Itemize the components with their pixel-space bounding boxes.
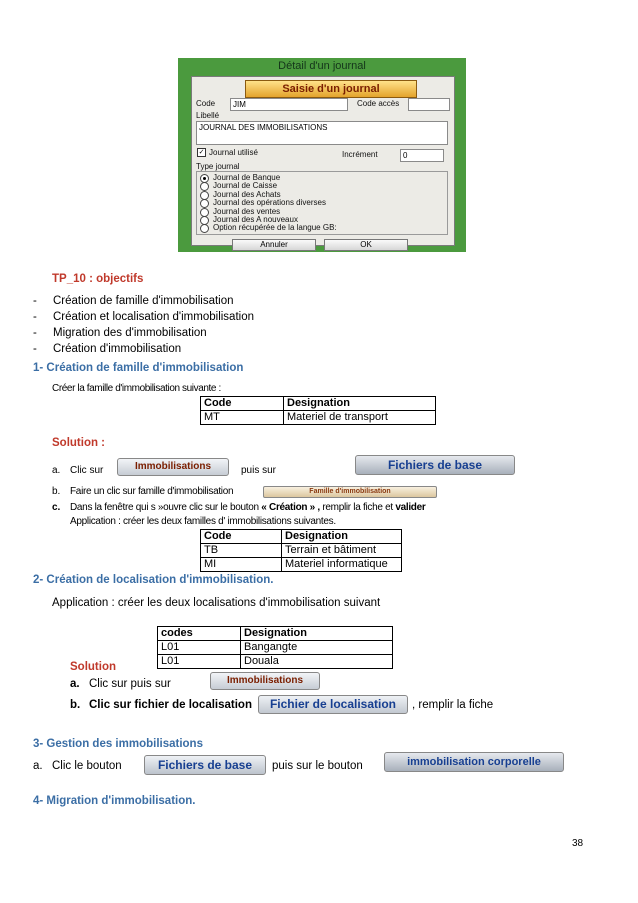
table-row: MT Materiel de transport bbox=[201, 411, 436, 425]
table-header: Designation bbox=[284, 397, 436, 411]
journal-dialog-screenshot bbox=[178, 58, 466, 252]
objective-item: - Migration des d'immobilisation bbox=[33, 327, 207, 339]
fichiers-de-base-button-image-2: Fichiers de base bbox=[144, 755, 266, 775]
step-2a-text: Clic sur puis sur bbox=[89, 678, 171, 690]
step-a-text: Clic sur bbox=[70, 465, 104, 476]
table-row: MI Materiel informatique bbox=[201, 558, 402, 572]
section-1-intro: Créer la famille d'immobilisation suivante : bbox=[52, 383, 221, 394]
fichiers-de-base-button-image: Fichiers de base bbox=[355, 455, 515, 475]
step-2a-letter: a. bbox=[70, 678, 80, 690]
immobilisation-corporelle-button-image: immobilisation corporelle bbox=[384, 752, 564, 772]
step-3a-text: Clic le bouton bbox=[52, 760, 122, 772]
step-c-application: Application : créer les deux familles d' immobilisations suivantes. bbox=[70, 516, 336, 527]
dialog-banner: Saisie d'un journal bbox=[245, 80, 417, 98]
dialog-body bbox=[191, 76, 455, 249]
journal-type-option-label: Option récupérée de la langue GB: bbox=[213, 223, 337, 233]
table-header: codes bbox=[158, 627, 241, 641]
radio-button[interactable] bbox=[200, 224, 209, 233]
journal-type-option-label: Journal des A nouveaux bbox=[213, 215, 298, 224]
step-3a-then: puis sur le bouton bbox=[272, 760, 363, 772]
step-c-line: Dans la fenêtre qui s »ouvre clic sur le bouton « Création » , remplir la fiche et valider bbox=[70, 502, 426, 513]
famille-immobilisation-button-image: Famille d'immobilisation bbox=[263, 486, 437, 498]
step-2b-text: Clic sur fichier de localisation bbox=[89, 699, 252, 711]
famille-table bbox=[200, 396, 436, 425]
journal-utilise-checkbox[interactable]: ✓ bbox=[198, 149, 205, 156]
step-2b-letter: b. bbox=[70, 699, 81, 711]
table-row: L01 Bangangte bbox=[158, 641, 393, 655]
tp-title: TP_10 : objectifs bbox=[52, 273, 144, 285]
objective-item: - Création d'immobilisation bbox=[33, 343, 182, 355]
table-header: Code bbox=[201, 530, 282, 544]
step-a-then: puis sur bbox=[241, 465, 277, 476]
cancel-button[interactable]: Annuler bbox=[232, 239, 316, 251]
table-header: Designation bbox=[241, 627, 393, 641]
section-2-intro: Application : créer les deux localisations d'immobilisation suivant bbox=[52, 597, 381, 609]
type-journal-label: Type journal bbox=[196, 162, 240, 171]
section-4-heading: 4- Migration d'immobilisation. bbox=[33, 795, 196, 807]
section-1-heading: 1- Création de famille d'immobilisation bbox=[33, 362, 244, 374]
code-field[interactable]: JIM bbox=[230, 98, 348, 111]
table-header: Designation bbox=[282, 530, 402, 544]
libelle-field[interactable]: JOURNAL DES IMMOBILISATIONS bbox=[196, 121, 448, 145]
code-label: Code bbox=[196, 99, 216, 108]
libelle-label: Libellé bbox=[196, 111, 220, 120]
journal-type-option-label: Journal de Caisse bbox=[213, 181, 278, 191]
increment-label: Incrément bbox=[342, 150, 378, 159]
dialog-window-title: Détail d'un journal bbox=[278, 60, 366, 72]
solution-2-label: Solution bbox=[70, 661, 116, 673]
table-header: Code bbox=[201, 397, 284, 411]
step-c-letter: c. bbox=[52, 502, 61, 513]
table-row: L01 Douala bbox=[158, 655, 393, 669]
table-row: TB Terrain et bâtiment bbox=[201, 544, 402, 558]
objectives-list bbox=[33, 293, 254, 357]
journal-type-option-label: Journal des Achats bbox=[213, 189, 281, 199]
objective-item: - Création de famille d'immobilisation bbox=[33, 295, 234, 307]
page-number: 38 bbox=[572, 838, 584, 849]
step-b-letter: b. bbox=[52, 486, 61, 497]
objective-item: - Création et localisation d'immobilisation bbox=[33, 311, 254, 323]
immobilisations-button-image-2: Immobilisations bbox=[210, 672, 320, 690]
journal-type-option-label: Journal des opérations diverses bbox=[213, 198, 326, 208]
code-acces-label: Code accès bbox=[357, 99, 400, 108]
step-a-letter: a. bbox=[52, 465, 61, 476]
step-2b-rest: , remplir la fiche bbox=[412, 699, 494, 711]
code-acces-field[interactable] bbox=[408, 98, 450, 111]
increment-field[interactable]: 0 bbox=[400, 149, 444, 162]
journal-type-option[interactable] bbox=[200, 224, 440, 232]
familles-table bbox=[200, 529, 402, 572]
section-3-heading: 3- Gestion des immobilisations bbox=[33, 738, 203, 750]
fichier-localisation-button-image: Fichier de localisation bbox=[258, 695, 408, 714]
localisation-table bbox=[157, 626, 393, 669]
step-b-text: Faire un clic sur famille d'immobilisation bbox=[70, 486, 234, 497]
solution-label: Solution : bbox=[52, 437, 106, 449]
type-journal-group bbox=[196, 171, 448, 235]
ok-button[interactable]: OK bbox=[324, 239, 408, 251]
journal-type-option-label: Journal des ventes bbox=[213, 206, 281, 216]
journal-utilise-label: Journal utilisé bbox=[209, 148, 258, 157]
immobilisations-button-image: Immobilisations bbox=[117, 458, 229, 476]
journal-type-option-label: Journal de Banque bbox=[213, 173, 281, 182]
section-2-heading: 2- Création de localisation d'immobilisation. bbox=[33, 574, 274, 586]
step-3a-letter: a. bbox=[33, 760, 43, 772]
